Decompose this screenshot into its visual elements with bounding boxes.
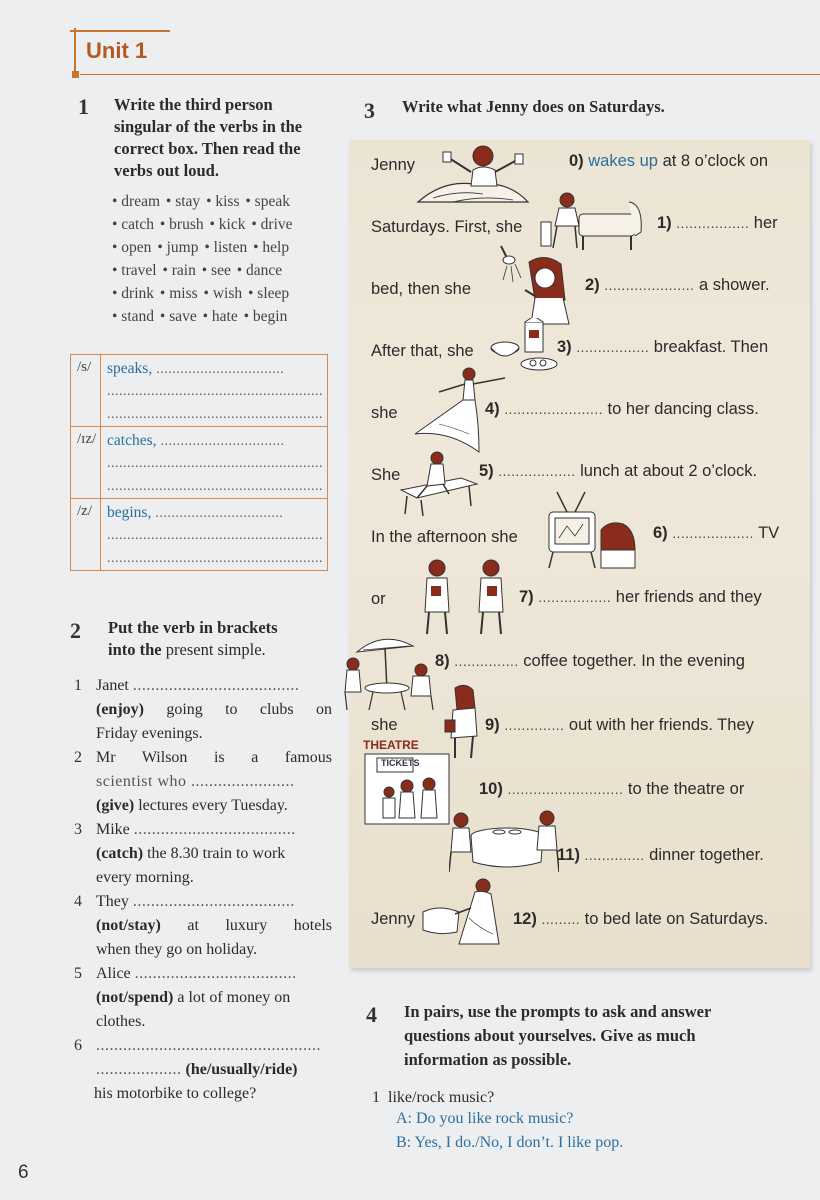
- item-text: Janet: [96, 677, 133, 694]
- verb-item: • rain: [162, 262, 196, 279]
- answer-cell[interactable]: [101, 427, 328, 499]
- blank-line: ..................................................: [96, 1037, 321, 1054]
- blank-line: ...............: [454, 653, 519, 669]
- exercise-3-number: 3: [364, 98, 375, 123]
- verb-item: • begin: [243, 308, 288, 325]
- header-tick-vertical: [74, 28, 76, 76]
- girl-waking-illustration: [413, 140, 533, 210]
- story-text: to bed late on Saturdays.: [580, 910, 769, 928]
- blank-line: ......................................................: [107, 528, 323, 543]
- sound-label: /z/: [71, 499, 101, 571]
- item-number: 2: [74, 749, 82, 766]
- instruction-line: Put the verb in brackets: [108, 618, 278, 637]
- verb-list: [112, 190, 342, 328]
- instruction-line: In pairs, use the prompts to ask and answer: [404, 1002, 712, 1021]
- example-answer-a: A: Do you like rock music?: [396, 1110, 574, 1127]
- item-number: 6: [74, 1037, 82, 1054]
- exercise-4-instruction: [404, 1000, 711, 1072]
- blank-line: .........: [541, 911, 581, 927]
- example-answer: catches,: [107, 432, 157, 449]
- blank-line: .................: [538, 589, 612, 605]
- answer-cell[interactable]: [101, 499, 328, 571]
- item-text: his motorbike to college?: [94, 1085, 257, 1102]
- story-text: her friends and they: [611, 588, 762, 606]
- verb-item: • sleep: [247, 285, 290, 302]
- tv-watching-illustration: [545, 490, 639, 572]
- story-text: she: [371, 716, 398, 734]
- answer-line: [107, 501, 323, 524]
- exercise-2-list: [70, 674, 332, 1106]
- story-text: After that, she: [371, 342, 474, 360]
- story-text: dinner together.: [644, 846, 764, 864]
- item-number: 1: [372, 1089, 380, 1106]
- item-text: when they go on holiday.: [96, 941, 258, 958]
- blank-line: ....................................: [134, 965, 297, 982]
- story-line: [569, 152, 768, 171]
- story-text: she: [371, 404, 398, 422]
- item-text: the 8.30 train to work: [143, 845, 286, 862]
- story-text: In the afternoon she: [371, 528, 518, 546]
- bracket-verb: (catch): [96, 845, 144, 862]
- blank-line: .....................................: [132, 677, 300, 694]
- instruction-line: Write the third person: [114, 95, 273, 114]
- story-line: [435, 652, 745, 671]
- story-line: [557, 846, 764, 865]
- blank-line: ......................................................: [107, 407, 323, 422]
- blank-line: ......................................................: [107, 551, 323, 566]
- verb-item: • kick: [209, 216, 246, 233]
- story-text: to the theatre or: [623, 780, 745, 798]
- verb-item: • catch: [112, 216, 154, 233]
- instruction-line: [108, 639, 278, 661]
- verb-item: • wish: [203, 285, 243, 302]
- verb-item: • brush: [159, 216, 204, 233]
- exercise-1-instruction: [114, 94, 302, 182]
- verb-item: • open: [112, 239, 152, 256]
- visiting-friends-illustration: [411, 556, 521, 638]
- blank-line: ...........................: [507, 781, 624, 797]
- list-item[interactable]: [70, 1034, 332, 1106]
- blank-line: ....................................: [133, 821, 296, 838]
- sound-table: [70, 354, 328, 571]
- header-tick-horizontal: [70, 30, 170, 32]
- item-number: 4: [74, 893, 82, 910]
- verb-item: • listen: [204, 239, 248, 256]
- verb-item: • speak: [245, 193, 290, 210]
- story-text: coffee together. In the evening: [518, 652, 745, 670]
- story-line: [513, 910, 768, 929]
- blank-number: 1): [657, 214, 672, 232]
- story-text: TV: [753, 524, 780, 542]
- blank-number: 8): [435, 652, 450, 670]
- verb-item: • stand: [112, 308, 155, 325]
- instruction-line: information as possible.: [404, 1050, 572, 1069]
- story-text: at 8 o’clock on: [657, 152, 769, 170]
- story-text: bed, then she: [371, 280, 471, 298]
- blank-number: 10): [479, 780, 503, 798]
- blank-line: ..................: [498, 463, 576, 479]
- story-line: [485, 716, 754, 735]
- story-line: [485, 400, 759, 419]
- verb-row: [112, 213, 342, 236]
- story-text: to her dancing class.: [602, 400, 759, 418]
- blank-line: ....................................: [132, 893, 295, 910]
- blank-line: ..............: [504, 717, 565, 733]
- blank-line: ................................: [155, 506, 284, 521]
- verb-item: • dance: [236, 262, 283, 279]
- story-text: out with her friends. They: [564, 716, 754, 734]
- verb-item: • drink: [112, 285, 155, 302]
- item-text: Alice: [96, 965, 135, 982]
- example-answer: begins,: [107, 504, 152, 521]
- story-line: [479, 780, 744, 799]
- verb-row: [112, 282, 342, 305]
- story-panel: [349, 140, 810, 968]
- blank-number: 2): [585, 276, 600, 294]
- exercise-3-instruction: Write what Jenny does on Saturdays.: [402, 97, 665, 116]
- story-line: [653, 524, 779, 543]
- blank-number: 5): [479, 462, 494, 480]
- prompt-text: like/rock music?: [388, 1089, 495, 1106]
- verb-item: • miss: [159, 285, 198, 302]
- verb-row: [112, 190, 342, 213]
- bracket-verb: (enjoy): [96, 701, 144, 718]
- blank-number: 9): [485, 716, 500, 734]
- blank-number: 6): [653, 524, 668, 542]
- story-line: [585, 276, 770, 295]
- item-text: clothes.: [96, 1013, 146, 1030]
- story-text: a shower.: [694, 276, 770, 294]
- blank-line: scientist who .......................: [96, 773, 295, 790]
- blank-line: ......................................................: [107, 384, 323, 399]
- blank-line: .................: [576, 339, 650, 355]
- verb-row: [112, 305, 342, 328]
- story-text: lunch at about 2 o’clock.: [575, 462, 758, 480]
- answer-line: [107, 429, 323, 452]
- sound-label: /s/: [71, 355, 101, 427]
- page-number: 6: [18, 1162, 29, 1183]
- story-text: Jenny: [371, 156, 416, 174]
- table-row: [71, 355, 328, 427]
- verb-row: [112, 236, 342, 259]
- table-row: [71, 427, 328, 499]
- blank-number: 3): [557, 338, 572, 356]
- blank-number: 7): [519, 588, 534, 606]
- verb-item: • stay: [165, 193, 201, 210]
- list-item[interactable]: [70, 890, 332, 962]
- instruction-line: singular of the verbs in the: [114, 117, 303, 136]
- list-item[interactable]: [70, 746, 332, 818]
- instruction-line: correct box. Then read the: [114, 139, 301, 158]
- bracket-verb: (not/stay): [96, 917, 161, 934]
- verb-item: • travel: [112, 262, 157, 279]
- header-rule: [80, 74, 820, 75]
- instruction-bold: into the: [108, 640, 162, 659]
- item-text: lectures every Tuesday.: [134, 797, 288, 814]
- story-line: [557, 338, 768, 357]
- blank-line: .................: [676, 215, 750, 231]
- item-text: They: [96, 893, 133, 910]
- instruction-line: verbs out loud.: [114, 161, 219, 180]
- blank-line: ...............................: [160, 434, 285, 449]
- unit-title: Unit 1: [86, 38, 148, 63]
- blank-line: ...................: [672, 525, 754, 541]
- story-text: She: [371, 466, 401, 484]
- tickets-sign: TICKETS: [381, 758, 420, 768]
- blank-number: 0): [569, 152, 584, 170]
- bracket-verb: (give): [96, 797, 135, 814]
- lunch-bench-illustration: [397, 450, 481, 518]
- dancer-illustration: [409, 364, 509, 456]
- item-number: 3: [74, 821, 82, 838]
- bracket-verb: (he/usually/ride): [185, 1061, 298, 1078]
- item-text: every morning.: [96, 869, 194, 886]
- story-text: Saturdays. First, she: [371, 218, 523, 236]
- item-number: 1: [74, 677, 82, 694]
- story-text: her: [749, 214, 778, 232]
- blank-line: .....................: [604, 277, 695, 293]
- item-text: at luxury hotels: [160, 917, 332, 934]
- example-answer: wakes up: [588, 152, 658, 170]
- exercise-4-number: 4: [366, 1002, 377, 1027]
- list-item[interactable]: [70, 818, 332, 890]
- bracket-verb: (not/spend): [96, 989, 174, 1006]
- exercise-4-prompt: [372, 1086, 494, 1110]
- blank-line: ......................................................: [107, 479, 323, 494]
- verb-item: • drive: [251, 216, 293, 233]
- item-text: Mr Wilson is a famous: [96, 749, 332, 766]
- theatre-sign: THEATRE: [363, 738, 419, 752]
- list-item[interactable]: [70, 674, 332, 746]
- story-text: breakfast. Then: [649, 338, 769, 356]
- verb-row: [112, 259, 342, 282]
- list-item[interactable]: [70, 962, 332, 1034]
- verb-item: • hate: [202, 308, 238, 325]
- going-to-bed-illustration: [419, 878, 509, 952]
- exercise-2-instruction: [108, 617, 278, 661]
- instruction-line: questions about yourselves. Give as much: [404, 1026, 696, 1045]
- story-text: or: [371, 590, 386, 608]
- exercise-1-number: 1: [78, 94, 89, 119]
- instruction-rest: present simple.: [161, 640, 266, 659]
- table-row: [71, 499, 328, 571]
- example-answer: speaks,: [107, 360, 153, 377]
- dinner-illustration: [449, 800, 559, 874]
- item-number: 5: [74, 965, 82, 982]
- blank-line: ..............: [584, 847, 645, 863]
- item-text: Mike: [96, 821, 134, 838]
- item-text: going to clubs on: [143, 701, 332, 718]
- story-line: [519, 588, 762, 607]
- story-line: [479, 462, 757, 481]
- blank-number: 11): [557, 846, 580, 864]
- answer-line: [107, 357, 323, 380]
- item-text: Friday evenings.: [96, 725, 203, 742]
- going-out-illustration: [441, 684, 483, 760]
- shower-illustration: [495, 244, 581, 328]
- verb-item: • jump: [157, 239, 199, 256]
- verb-item: • kiss: [206, 193, 240, 210]
- verb-item: • save: [159, 308, 197, 325]
- story-line: [371, 156, 415, 175]
- verb-item: • see: [201, 262, 231, 279]
- story-line: [657, 214, 778, 233]
- blank-line: ...................: [96, 1061, 182, 1078]
- blank-number: 4): [485, 400, 500, 418]
- item-text: a lot of money on: [173, 989, 291, 1006]
- example-answer-b: B: Yes, I do./No, I don’t. I like pop.: [396, 1134, 624, 1151]
- blank-number: 12): [513, 910, 537, 928]
- cafe-coffee-illustration: [343, 630, 439, 712]
- story-text: Jenny: [371, 910, 416, 928]
- header-square: [72, 71, 79, 78]
- blank-line: ................................: [156, 362, 285, 377]
- blank-line: ......................................................: [107, 456, 323, 471]
- verb-item: • dream: [112, 193, 161, 210]
- blank-line: .......................: [504, 401, 603, 417]
- exercise-2-number: 2: [70, 618, 81, 643]
- verb-item: • help: [253, 239, 290, 256]
- answer-cell[interactable]: [101, 355, 328, 427]
- sound-label: /ɪz/: [71, 427, 101, 499]
